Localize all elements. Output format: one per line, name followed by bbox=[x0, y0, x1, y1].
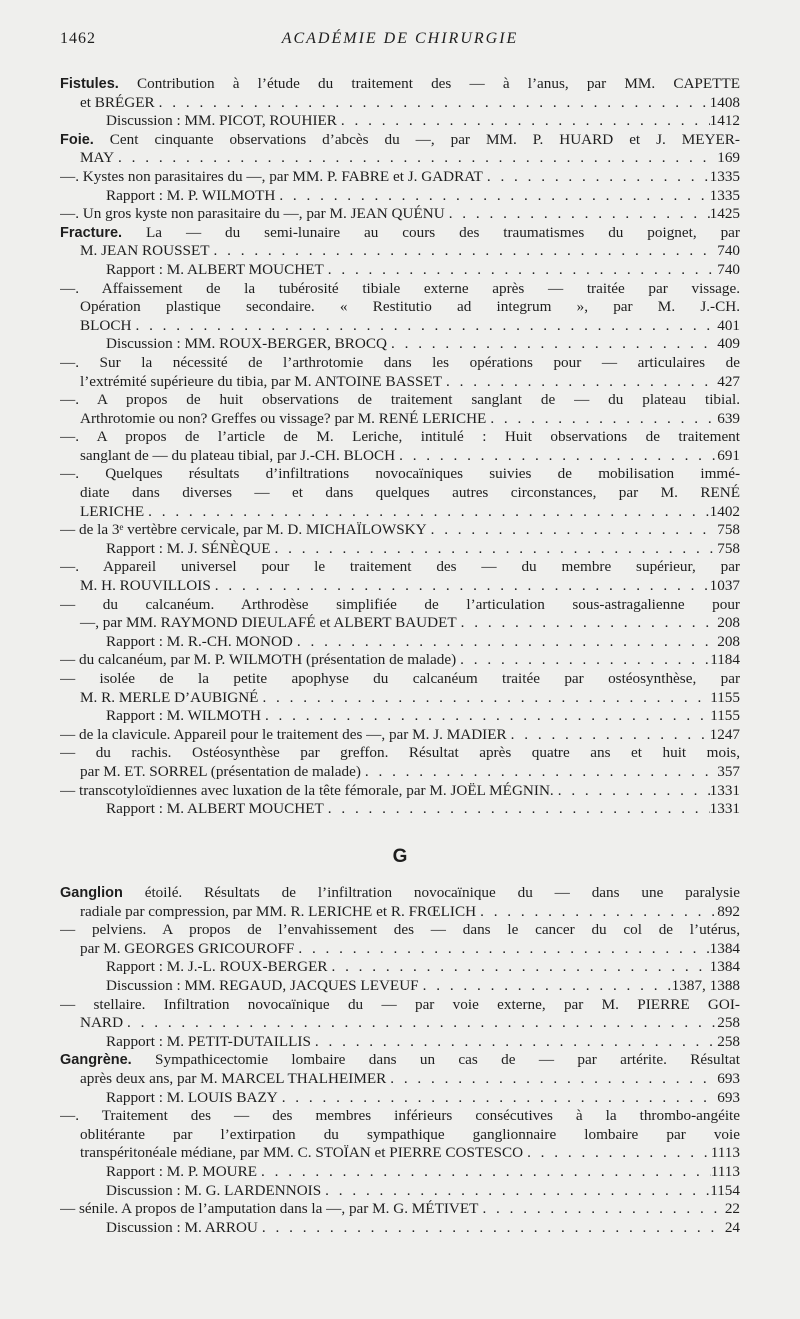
index-entry bbox=[60, 958, 740, 977]
page-ref: 691 bbox=[717, 446, 740, 464]
dot-leader bbox=[311, 1033, 717, 1052]
entry-text: Rapport : M. J. SÉNÈQUE bbox=[106, 539, 271, 557]
index-entry bbox=[60, 1089, 740, 1108]
page-ref: 427 bbox=[717, 372, 740, 390]
dot-leader bbox=[324, 800, 710, 819]
entry-text: Rapport : M. ALBERT MOUCHET bbox=[106, 800, 324, 818]
index-entry bbox=[60, 261, 740, 280]
page-ref: 1154 bbox=[710, 1181, 740, 1199]
dot-leader bbox=[445, 205, 710, 224]
index-keyword: Fistules. bbox=[60, 76, 119, 92]
page-ref: 740 bbox=[717, 260, 740, 278]
index-entry-line bbox=[60, 558, 740, 577]
index-entry bbox=[60, 373, 740, 392]
entry-text: Cent cinquante observations d’abcès du —, par MM. P. HUARD et J. MEYER- bbox=[93, 130, 740, 148]
index-entry-line bbox=[60, 484, 740, 503]
dot-leader bbox=[442, 373, 717, 392]
running-title: ACADÉMIE DE CHIRURGIE bbox=[281, 30, 519, 47]
index-entry bbox=[60, 651, 740, 670]
entry-text: oblitérante par l’extirpation du sympathique ganglionnaire lombaire par voie bbox=[80, 1125, 740, 1143]
page-ref: 1113 bbox=[710, 1144, 740, 1162]
letter-heading: G bbox=[392, 846, 408, 867]
entry-text: — transcotyloïdiennes avec luxation de la tête fémorale, par M. JOËL MÉGNIN. bbox=[60, 781, 554, 799]
dot-leader bbox=[554, 782, 710, 801]
index-keyword: Ganglion bbox=[60, 885, 123, 901]
entry-text: — de la clavicule. Appareil pour le traitement des —, par M. J. MADIER bbox=[60, 725, 507, 743]
entry-text: LERICHE bbox=[80, 502, 145, 520]
entry-text: Discussion : MM. PICOT, ROUHIER bbox=[106, 112, 337, 130]
dot-leader bbox=[327, 958, 709, 977]
entry-text: —. A propos de huit observations de traitement sanglant de — du plateau tibial. bbox=[60, 391, 740, 409]
index-entry bbox=[60, 410, 740, 429]
page-ref: 169 bbox=[717, 149, 740, 167]
entry-text: —. Quelques résultats d’infiltrations novocaïniques suivies de mobilisation immé- bbox=[60, 465, 740, 483]
index-entry bbox=[60, 317, 740, 336]
entry-text: Discussion : M. G. LARDENNOIS bbox=[106, 1181, 322, 1199]
index-entry bbox=[60, 903, 740, 922]
dot-leader bbox=[293, 633, 717, 652]
index-entry bbox=[60, 940, 740, 959]
entry-text: — de la 3ᵉ vertèbre cervicale, par M. D. MICHAÏLOWSKY bbox=[60, 521, 427, 539]
index-entry-line bbox=[60, 224, 740, 243]
dot-leader bbox=[507, 726, 710, 745]
entry-text: par M. GEORGES GRICOUROFF bbox=[80, 939, 295, 957]
index-entry-line bbox=[60, 744, 740, 763]
entry-text: —. Traitement des — des membres inférieurs consécutives à la thrombo-angéite bbox=[60, 1107, 740, 1125]
entry-text: BLOCH bbox=[80, 316, 132, 334]
dot-leader bbox=[387, 335, 717, 354]
dot-leader bbox=[456, 651, 710, 670]
dot-leader bbox=[457, 614, 718, 633]
page-ref: 740 bbox=[717, 242, 740, 260]
dot-leader bbox=[337, 112, 710, 131]
index-entry bbox=[60, 1070, 740, 1089]
index-keyword: Gangrène. bbox=[60, 1052, 132, 1069]
dot-leader bbox=[427, 521, 718, 540]
page-ref: 1335 bbox=[709, 186, 740, 204]
page-ref: 1113 bbox=[710, 1162, 740, 1180]
entry-text: Rapport : M. LOUIS BAZY bbox=[106, 1088, 278, 1106]
dot-leader bbox=[258, 1219, 725, 1238]
entry-text: —. Kystes non parasitaires du —, par MM. P. FABRE et J. GADRAT bbox=[60, 167, 483, 185]
page-number: 1462 bbox=[60, 30, 96, 47]
index-keyword: Fracture. bbox=[60, 224, 123, 241]
index-entry bbox=[60, 763, 740, 782]
entry-text: après deux ans, par M. MARCEL THALHEIMER bbox=[80, 1069, 387, 1087]
entry-text: La — du semi-lunaire au cours des traumatismes du poignet, par bbox=[122, 223, 740, 241]
index-entry-line bbox=[60, 1107, 740, 1126]
entry-text: — du rachis. Ostéosynthèse par greffon. Résultat après quatre ans et huit mois, bbox=[60, 744, 740, 762]
page-ref: 639 bbox=[717, 409, 740, 427]
index-section-g bbox=[60, 884, 740, 1237]
page-ref: 1037 bbox=[709, 577, 740, 595]
page-ref: 208 bbox=[717, 632, 740, 650]
entry-text: diate dans diverses — et dans quelques autres circonstances, par M. RENÉ bbox=[80, 484, 740, 502]
dot-leader bbox=[523, 1144, 711, 1163]
entry-text: —. Appareil universel pour le traitement des — du membre supérieur, par bbox=[60, 558, 740, 576]
entry-text: M. H. ROUVILLOIS bbox=[80, 577, 211, 595]
index-entry bbox=[60, 242, 740, 261]
entry-text: Discussion : MM. REGAUD, JACQUES LEVEUF bbox=[106, 976, 419, 994]
index-entry-line bbox=[60, 131, 740, 150]
dot-leader bbox=[486, 410, 717, 429]
entry-text: —. Sur la nécessité de l’arthrotomie dans les opérations pour — articulaires de bbox=[60, 353, 740, 371]
entry-text: — pelviens. A propos de l’envahissement des — dans le cancer du col de l’utérus, bbox=[60, 921, 740, 939]
entry-text: NARD bbox=[80, 1014, 124, 1032]
entry-text: Discussion : MM. ROUX-BERGER, BROCQ bbox=[106, 335, 387, 353]
index-entry-line bbox=[60, 75, 740, 94]
page-ref: 1331 bbox=[709, 800, 740, 818]
dot-leader bbox=[275, 187, 709, 206]
index-entry-line bbox=[60, 1051, 740, 1070]
entry-text: — du calcanéum. Arthrodèse simplifiée de l’articulation sous-astragalienne pour bbox=[60, 595, 740, 613]
index-entry bbox=[60, 614, 740, 633]
entry-text: M. R. MERLE D’AUBIGNÉ bbox=[80, 688, 259, 706]
index-entry bbox=[60, 1219, 740, 1238]
index-entry-line bbox=[60, 596, 740, 615]
page-ref: 1335 bbox=[709, 167, 740, 185]
dot-leader bbox=[483, 168, 710, 187]
page-ref: 1387, 1388 bbox=[671, 976, 740, 994]
index-entry-line bbox=[60, 280, 740, 299]
entry-text: Rapport : M. P. WILMOTH bbox=[106, 186, 276, 204]
entry-text: transpéritonéale médiane, par MM. C. STOÏAN et PIERRE COSTESCO bbox=[80, 1144, 524, 1162]
entry-text: Rapport : M. ALBERT MOUCHET bbox=[106, 260, 324, 278]
dot-leader bbox=[257, 1163, 711, 1182]
index-entry-line bbox=[60, 298, 740, 317]
entry-text: Rapport : M. J.-L. ROUX-BERGER bbox=[106, 958, 328, 976]
page-ref: 409 bbox=[717, 335, 740, 353]
page-ref: 1384 bbox=[709, 939, 740, 957]
index-entry bbox=[60, 335, 740, 354]
index-entry bbox=[60, 782, 740, 801]
dot-leader bbox=[144, 503, 710, 522]
index-entry bbox=[60, 187, 740, 206]
page-ref: 1155 bbox=[710, 707, 740, 725]
index-entry bbox=[60, 1200, 740, 1219]
page-ref: 1331 bbox=[709, 781, 740, 799]
entry-text: Arthrotomie ou non? Greffes ou vissage? par M. RENÉ LERICHE bbox=[80, 409, 487, 427]
dot-leader bbox=[324, 261, 717, 280]
index-entry bbox=[60, 633, 740, 652]
page-ref: 1384 bbox=[709, 958, 740, 976]
entry-text: —. A propos de l’article de M. Leriche, intitulé : Huit observations de traitement bbox=[60, 428, 740, 446]
dot-leader bbox=[278, 1089, 718, 1108]
page-ref: 693 bbox=[717, 1069, 740, 1087]
index-entry-line bbox=[60, 921, 740, 940]
entry-text: Contribution à l’étude du traitement des — à l’anus, par MM. CAPETTE bbox=[118, 75, 740, 92]
page-ref: 1184 bbox=[710, 651, 740, 669]
entry-text: Rapport : M. P. MOURE bbox=[106, 1162, 258, 1180]
index-entry bbox=[60, 977, 740, 996]
index-entry-line bbox=[60, 354, 740, 373]
index-entry bbox=[60, 503, 740, 522]
page-ref: 401 bbox=[717, 316, 740, 334]
entry-text: —. Affaissement de la tubérosité tibiale externe après — traitée par vissage. bbox=[60, 279, 740, 297]
dot-leader bbox=[131, 317, 717, 336]
dot-leader bbox=[210, 242, 718, 261]
dot-leader bbox=[419, 977, 672, 996]
index-entry bbox=[60, 94, 740, 113]
index-entry bbox=[60, 112, 740, 131]
dot-leader bbox=[114, 149, 717, 168]
index-entry bbox=[60, 707, 740, 726]
entry-text: Rapport : M. R.-CH. MONOD bbox=[106, 632, 293, 650]
entry-text: par M. ET. SORREL (présentation de malade) bbox=[80, 762, 361, 780]
entry-text: M. JEAN ROUSSET bbox=[80, 242, 210, 260]
index-entry bbox=[60, 1182, 740, 1201]
entry-text: Rapport : M. PETIT-DUTAILLIS bbox=[106, 1032, 311, 1050]
index-entry bbox=[60, 540, 740, 559]
index-entry bbox=[60, 577, 740, 596]
page-ref: 24 bbox=[724, 1218, 740, 1236]
dot-leader bbox=[294, 940, 709, 959]
index-entry-line bbox=[60, 996, 740, 1015]
index-entry-line bbox=[60, 465, 740, 484]
index-entry bbox=[60, 521, 740, 540]
entry-text: Discussion : M. ARROU bbox=[106, 1218, 258, 1236]
index-entry bbox=[60, 689, 740, 708]
index-entry bbox=[60, 726, 740, 745]
dot-leader bbox=[361, 763, 717, 782]
page-ref: 693 bbox=[717, 1088, 740, 1106]
page-ref: 1408 bbox=[709, 93, 740, 111]
page-ref: 758 bbox=[717, 539, 740, 557]
index-entry bbox=[60, 205, 740, 224]
page-ref: 892 bbox=[717, 902, 740, 920]
page-ref: 1247 bbox=[709, 725, 740, 743]
dot-leader bbox=[123, 1014, 717, 1033]
dot-leader bbox=[271, 540, 718, 559]
index-entry-line bbox=[60, 428, 740, 447]
entry-text: —, par MM. RAYMOND DIEULAFÉ et ALBERT BAUDET bbox=[80, 614, 457, 632]
index-entry bbox=[60, 447, 740, 466]
page-ref: 22 bbox=[724, 1200, 740, 1218]
dot-leader bbox=[478, 1200, 724, 1219]
page-ref: 1155 bbox=[710, 688, 740, 706]
page-ref: 1425 bbox=[709, 205, 740, 223]
dot-leader bbox=[386, 1070, 717, 1089]
entry-text: l’extrémité supérieure du tibia, par M. ANTOINE BASSET bbox=[80, 372, 443, 390]
page-ref: 1412 bbox=[709, 112, 740, 130]
entry-text: Sympathicectomie lombaire dans un cas de — par artérite. Résultat bbox=[131, 1051, 740, 1069]
dot-leader bbox=[155, 94, 710, 113]
entry-text: MAY bbox=[80, 149, 115, 167]
dot-leader bbox=[258, 689, 710, 708]
dot-leader bbox=[395, 447, 717, 466]
index-entry-line bbox=[60, 1126, 740, 1145]
page-header bbox=[60, 30, 740, 54]
index-keyword: Foie. bbox=[60, 131, 94, 148]
dot-leader bbox=[476, 903, 717, 922]
index-entry-line bbox=[60, 391, 740, 410]
dot-leader bbox=[211, 577, 710, 596]
entry-text: — stellaire. Infiltration novocaïnique du — par voie externe, par M. PIERRE GOI- bbox=[60, 995, 740, 1013]
page-ref: 258 bbox=[717, 1014, 740, 1032]
entry-text: radiale par compression, par MM. R. LERICHE et R. FRŒLICH bbox=[80, 902, 477, 920]
entry-text: étoilé. Résultats de l’infiltration novocaïnique du — dans une paralysie bbox=[122, 884, 740, 901]
dot-leader bbox=[321, 1182, 710, 1201]
entry-text: Rapport : M. WILMOTH bbox=[106, 707, 261, 725]
page-ref: 208 bbox=[717, 614, 740, 632]
entry-text: et BRÉGER bbox=[80, 93, 155, 111]
page-ref: 1402 bbox=[709, 502, 740, 520]
entry-text: —. Un gros kyste non parasitaire du —, par M. JEAN QUÉNU bbox=[60, 205, 445, 223]
index-entry bbox=[60, 1014, 740, 1033]
index-entry bbox=[60, 800, 740, 819]
index-entry bbox=[60, 149, 740, 168]
page-ref: 258 bbox=[717, 1032, 740, 1050]
entry-text: — du calcanéum, par M. P. WILMOTH (présentation de malade) bbox=[60, 651, 457, 669]
entry-text: — sénile. A propos de l’amputation dans la —, par M. G. MÉTIVET bbox=[60, 1200, 479, 1218]
entry-text: Opération plastique secondaire. « Restitutio ad integrum », par M. J.-CH. bbox=[80, 298, 740, 316]
index-entry-line bbox=[60, 670, 740, 689]
dot-leader bbox=[261, 707, 710, 726]
entry-text: sanglant de — du plateau tibial, par J.-CH. BLOCH bbox=[80, 446, 396, 464]
index-entry bbox=[60, 1163, 740, 1182]
index-entry bbox=[60, 1033, 740, 1052]
index-entry bbox=[60, 168, 740, 187]
entry-text: — isolée de la petite apophyse du calcanéum traitée par ostéosynthèse, par bbox=[60, 670, 740, 687]
page-ref: 357 bbox=[717, 762, 740, 780]
index-entry-line bbox=[60, 884, 740, 903]
index-entry bbox=[60, 1144, 740, 1163]
page-ref: 758 bbox=[717, 521, 740, 539]
index-section-f bbox=[60, 75, 740, 819]
